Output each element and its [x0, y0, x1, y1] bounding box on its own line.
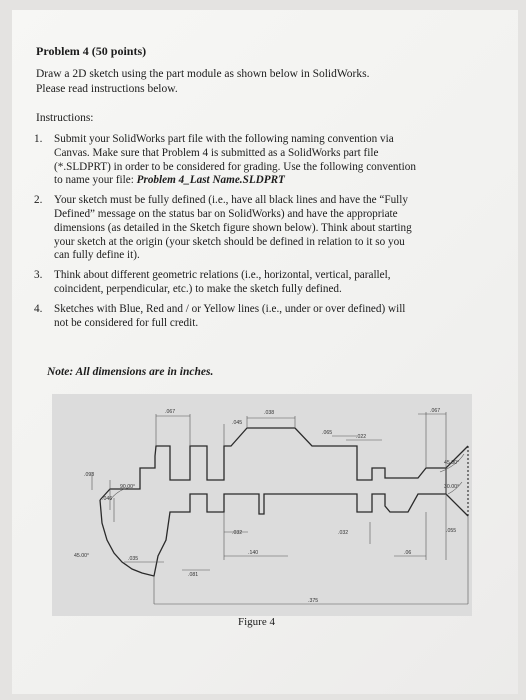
- dim-065: .065: [322, 430, 333, 436]
- dim-067-right: .067: [430, 408, 441, 414]
- dim-032-right: .032: [338, 530, 349, 536]
- instruction-line-text: to name your file:: [54, 174, 137, 187]
- dim-038: .038: [264, 410, 275, 416]
- dim-angle-90: 90.00°: [120, 484, 136, 490]
- instruction-item: [34, 303, 474, 331]
- instruction-line: Sketches with Blue, Red and / or Yellow lines (i.e., under or over defined) will: [54, 302, 406, 315]
- instruction-line: [54, 174, 474, 188]
- file-name-convention: Problem 4_Last Name.SLDPRT: [136, 174, 285, 187]
- dim-067-left: .067: [165, 409, 176, 415]
- units-note: Note: All dimensions are in inches.: [47, 366, 214, 378]
- dim-035: .035: [128, 556, 139, 562]
- instruction-line: Canvas. Make sure that Problem 4 is submitted as a SolidWorks part file: [54, 146, 379, 159]
- instruction-number: 4.: [34, 302, 43, 315]
- instruction-line: can fully define it).: [54, 249, 140, 262]
- instruction-line: dimensions (as detailed in the Sketch figure shown below). Think about starting: [54, 221, 412, 234]
- intro-line-2: Please read instructions below.: [36, 83, 178, 95]
- instruction-item: [34, 133, 474, 188]
- dim-06: .06: [404, 550, 412, 556]
- figure-background: [52, 394, 472, 616]
- instruction-line: your sketch at the origin (your sketch should be defined in relation to it so you: [54, 235, 405, 248]
- instruction-line: not be considered for full credit.: [54, 316, 199, 329]
- instruction-line: coincident, perpendicular, etc.) to make the sketch fully defined.: [54, 282, 342, 295]
- instruction-line: Submit your SolidWorks part file with the following naming convention via: [54, 133, 394, 145]
- instruction-line: (*.SLDPRT) in order to be considered for grading. Use the following convention: [54, 160, 416, 173]
- dim-375: .375: [308, 598, 319, 604]
- dim-angle-45-right: 45.00°: [444, 460, 460, 466]
- instruction-line: Think about different geometric relations (i.e., horizontal, vertical, parallel,: [54, 269, 391, 282]
- instruction-line: Defined” message on the status bar on SolidWorks) and have the appropriate: [54, 207, 398, 220]
- instructions-list: [34, 133, 474, 336]
- dim-046: .046: [102, 496, 113, 502]
- dim-055: .055: [446, 528, 457, 534]
- instruction-number: 2.: [34, 194, 43, 207]
- instruction-number: 3.: [34, 269, 43, 282]
- dim-angle-45-left: 45.00°: [74, 553, 90, 559]
- problem-title: Problem 4 (50 points): [36, 44, 147, 58]
- intro-line-1: Draw a 2D sketch using the part module as shown below in SolidWorks.: [36, 68, 370, 80]
- instruction-number: 1.: [34, 133, 43, 145]
- figure-caption: Figure 4: [238, 616, 275, 628]
- dim-022: .022: [356, 434, 367, 440]
- dim-angle-30: 30.00°: [444, 484, 460, 490]
- instruction-item: [34, 269, 474, 297]
- instruction-line: Your sketch must be fully defined (i.e., have all black lines and have the “Fully: [54, 194, 408, 207]
- document-page: [12, 10, 518, 694]
- instructions-heading: Instructions:: [36, 112, 94, 124]
- dim-045: .045: [232, 420, 243, 426]
- dim-140: .140: [248, 550, 259, 556]
- dim-081: .081: [188, 572, 199, 578]
- dim-032-left: .032: [232, 530, 243, 536]
- dim-093: .093: [84, 472, 95, 478]
- instruction-item: [34, 194, 474, 263]
- sketch-figure: [52, 394, 472, 616]
